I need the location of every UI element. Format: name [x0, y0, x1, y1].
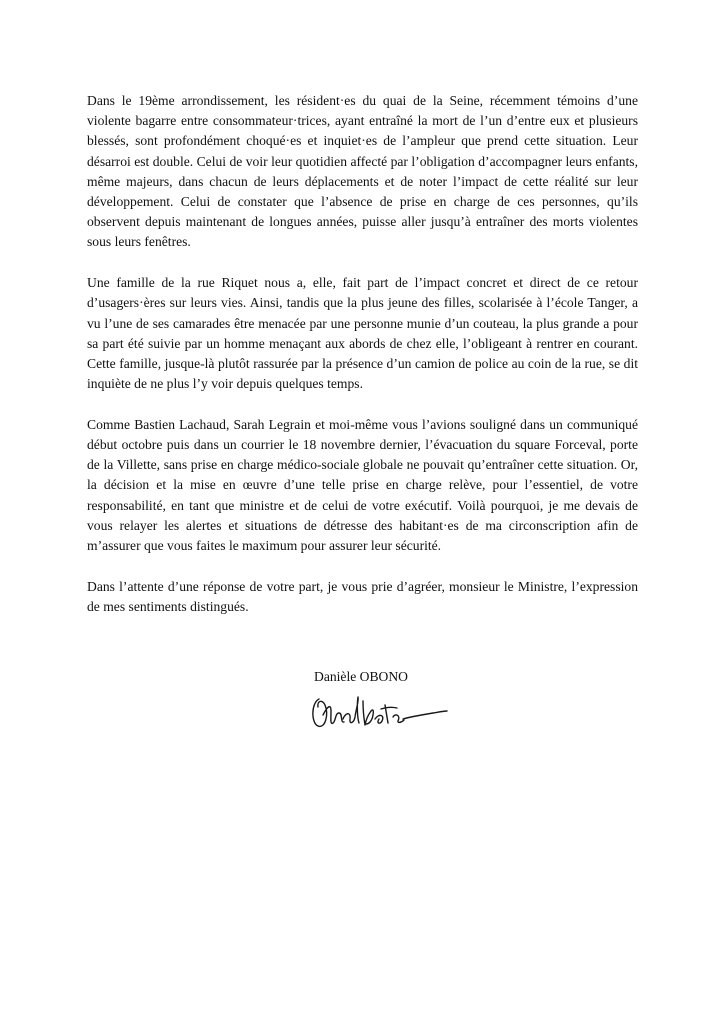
paragraph-2: Une famille de la rue Riquet nous a, elle, fait part de l’impact concret et direct de ce retour d’usagers·ères sur leurs vies. Ainsi, tandis que la plus jeune des filles, scolarisée à l’école Tanger, a vu l’une de ses camarades être menacée par une personne munie d’un couteau, la plus grande a pour sa part été suivie par un homme menaçant aux abords de chez elle, l’obligeant à rentrer en courant. Cette famille, jusque-là plutôt rassurée par la présence d’un camion de police au coin de la rue, se dit inquiète de ne plus l’y voir depuis quelques temps. [87, 275, 638, 392]
letter-body [87, 91, 638, 638]
paragraph-3: Comme Bastien Lachaud, Sarah Legrain et moi-même vous l’avions souligné dans un communiqué début octobre puis dans un courrier le 18 novembre dernier, l’évacuation du square Forceval, porte de la Villette, sans prise en charge médico-sociale globale ne pouvait qu’entraîner cette situation. Or, la décision et la mise en œuvre d’une telle prise en charge relève, pour l’essentiel, de votre responsabilité, en tant que ministre et de celui de votre exécutif. Voilà pourquoi, je me devais de vous relayer les alertes et situations de détresse des habitant·es de ma circonscription afin de m’assurer que vous faites le maximum pour assurer leur sécurité. [87, 416, 638, 554]
paragraph-4-closing: Dans l’attente d’une réponse de votre part, je vous prie d’agréer, monsieur le Ministre, l’expression de mes sentiments distingués. [87, 578, 638, 614]
paragraph-1: Dans le 19ème arrondissement, les résident·es du quai de la Seine, récemment témoins d’une violente bagarre entre consommateur·trices, ayant entraîné la mort de l’un d’entre eux et plusieurs blessés, sont profondément choqué·es et inquiet·es de l’ampleur que prend cette situation. Leur désarroi est double. Celui de voir leur quotidien affecté par l’obligation d’accompagner leurs enfants, même majeurs, dans chacun de leurs déplacements et de noter l’impact de cette réalité sur leur développement. Celui de constater que l’absence de prise en charge de ces personnes, qu’ils observent depuis maintenant de longues années, puisse aller jusqu’à entraîner des morts violentes sous leurs fenêtres. [87, 93, 638, 250]
signer-name: Danièle OBONO [314, 669, 409, 684]
handwritten-signature [309, 693, 449, 733]
